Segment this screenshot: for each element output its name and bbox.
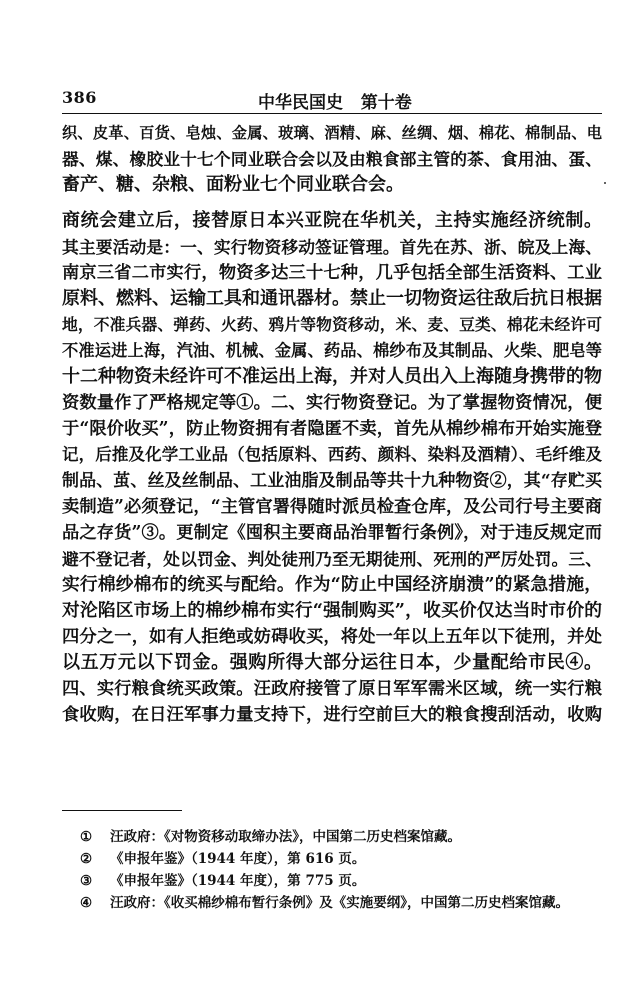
text-line: 以五万元以下罚金。强购所得大部分运往日本，少量配给市民④。 <box>62 652 602 673</box>
text-line: 织、皮革、百货、皂烛、金属、玻璃、酒精、麻、丝绸、烟、棉花、棉制品、电 <box>62 124 602 142</box>
text-line: 十二种物资未经许可不准运出上海，并对人员出入上海随身携带的物 <box>62 366 602 387</box>
paragraph-gap <box>62 198 602 208</box>
footnote-rule <box>62 810 182 811</box>
footnote-mark: ④ <box>80 895 93 911</box>
text-line: 器、煤、橡胶业十七个同业联合会以及由粮食部主管的茶、食用油、蛋、 <box>62 149 602 169</box>
text-line: 品之存货”③。更制定《囤积主要商品治罪暂行条例》，对于违反规定而 <box>62 523 602 543</box>
footnote <box>80 826 600 848</box>
footnote-text: 《申报年鉴》（1944 年度），第 616 页。 <box>110 851 366 867</box>
footnote-mark: ③ <box>80 873 93 889</box>
text-line: 制品、茧、丝及丝制品、工业油脂及制品等共十九种物资②，其“存贮买 <box>62 471 602 491</box>
footnote <box>80 892 600 914</box>
page-header <box>62 88 598 113</box>
text-line: 其主要活动是：一、实行物资移动签证管理。首先在苏、浙、皖及上海、 <box>62 237 602 257</box>
text-line: 实行棉纱棉布的统买与配给。作为“防止中国经济崩溃”的紧急措施， <box>62 574 602 595</box>
text-line: 资数量作了严格规定等①。二、实行物资登记。为了掌握物资情况，便 <box>62 393 602 413</box>
text-line: 畜产、糖、杂粮、面粉业七个同业联合会。 <box>62 174 404 195</box>
footnote-mark: ② <box>80 851 93 867</box>
footnote-mark: ① <box>80 829 93 845</box>
footnote-text: 汪政府：《收买棉纱棉布暂行条例》及《实施要纲》，中国第二历史档案馆藏。 <box>110 895 569 911</box>
footnote <box>80 848 600 870</box>
page-number: 386 <box>62 88 97 107</box>
text-line: 于“限价收买”，防止物资拥有者隐匿不卖，首先从棉纱棉布开始实施登 <box>62 419 602 439</box>
text-line: 地，不准兵器、弹药、火药、鸦片等物资移动，米、麦、豆类、棉花未经许可 <box>62 315 602 334</box>
text-line: 四分之一，如有人拒绝或妨碍收买，将处一年以上五年以下徒刑，并处 <box>62 627 602 647</box>
footnote-text: 《申报年鉴》（1944 年度），第 775 页。 <box>110 873 366 889</box>
text-line: 商统会建立后，接替原日本兴亚院在华机关，主持实施经济统制。 <box>62 210 602 231</box>
text-line: 不准运进上海，汽油、机械、金属、药品、棉纱布及其制品、火柴、肥皂等 <box>62 341 602 360</box>
text-line: 四、实行粮食统买政策。汪政府接管了原日军军需米区域，统一实行粮 <box>62 679 602 699</box>
main-text <box>62 120 602 728</box>
text-line: 南京三省二市实行，物资多达三十七种，几乎包括全部生活资料、工业 <box>62 263 602 283</box>
text-line: 对沦陷区市场上的棉纱棉布实行“强制购买”，收买价仅达当时市价的 <box>62 600 602 621</box>
text-line: 食收购，在日汪军事力量支持下，进行空前巨大的粮食搜刮活动，收购 <box>62 705 602 725</box>
print-speck <box>604 182 606 184</box>
footnote-text: 汪政府：《对物资移动取缔办法》，中国第二历史档案馆藏。 <box>110 829 461 845</box>
footnotes <box>80 826 600 914</box>
footnote <box>80 870 600 892</box>
running-title: 中华民国史 第十卷 <box>258 93 412 113</box>
text-line: 原料、燃料、运输工具和通讯器材。禁止一切物资运往敌后抗日根据 <box>62 288 602 309</box>
header-rule <box>62 113 602 114</box>
text-line: 记，后推及化学工业品（包括原料、西药、颜料、染料及酒精）、毛纤维及 <box>62 445 602 464</box>
text-line: 避不登记者，处以罚金、判处徒刑乃至无期徒刑、死刑的严厉处罚。三、 <box>62 549 602 569</box>
text-line: 卖制造”必须登记，“主管官署得随时派员检查仓库，及公司行号主要商 <box>62 497 602 517</box>
